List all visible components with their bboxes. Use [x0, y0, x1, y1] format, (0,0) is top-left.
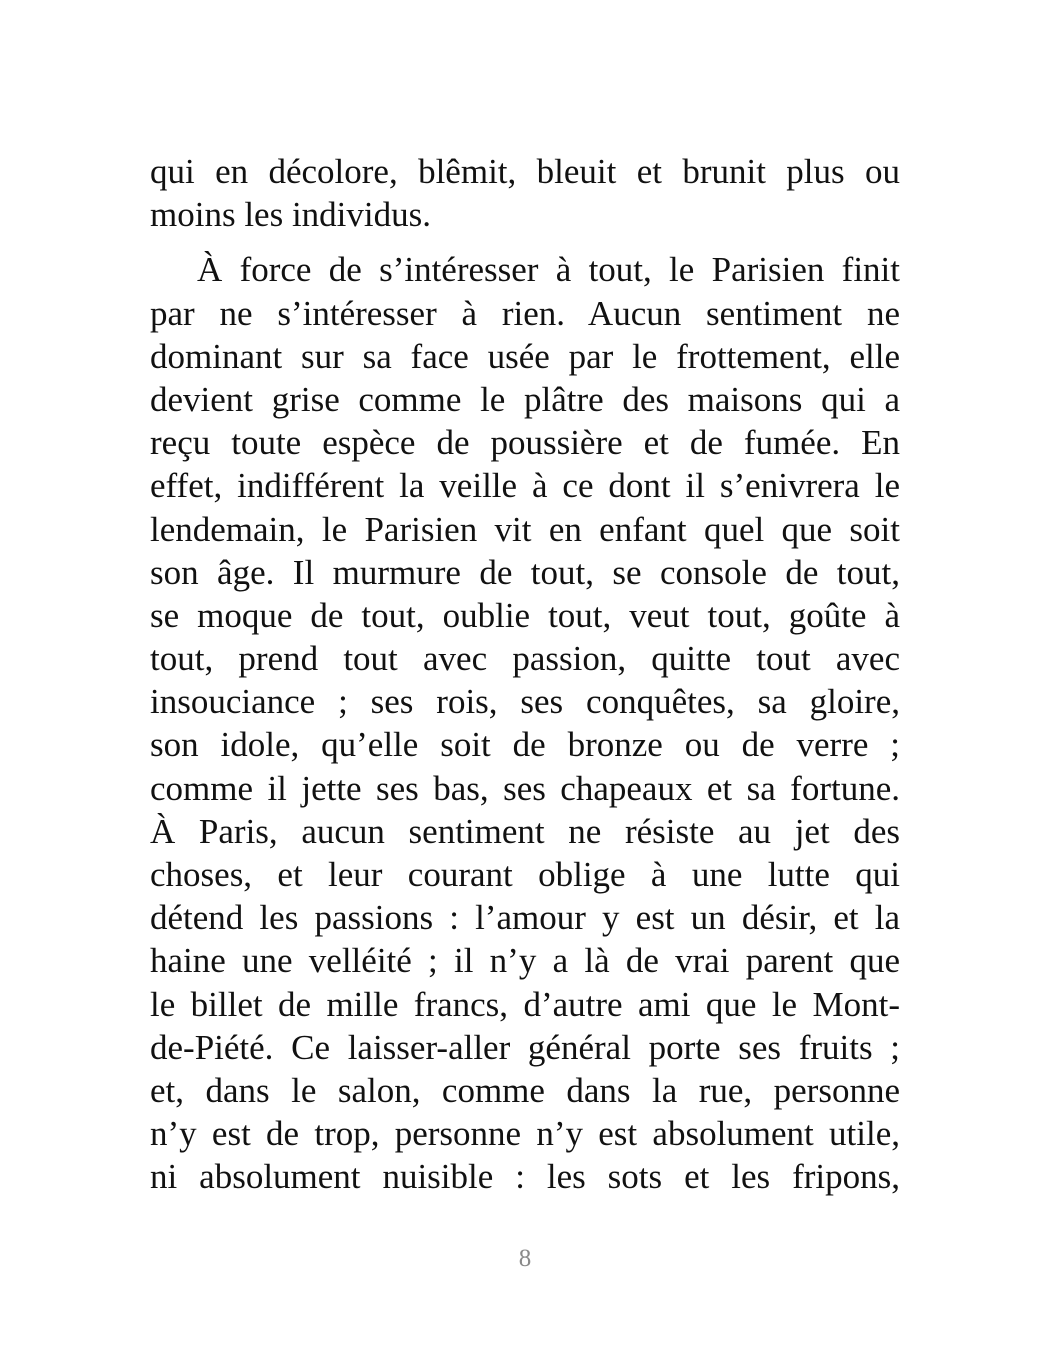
text-line: À force de s’intéresser à tout, le Parisien finit [197, 250, 900, 290]
text-line: lendemain, le Parisien vit en enfant quel que soit [150, 509, 900, 549]
text-line: se moque de tout, oublie tout, veut tout, goûte à [150, 595, 900, 635]
text-line: effet, indifférent la veille à ce dont il s’enivrera le [150, 466, 900, 506]
text-line: haine une velléité ; il n’y a là de vrai parent que [150, 941, 900, 981]
text-line: par ne s’intéresser à rien. Aucun sentiment ne [150, 293, 900, 333]
body-text [150, 150, 900, 1199]
paragraph-gap [150, 236, 900, 248]
text-line: n’y est de trop, personne n’y est absolument utile, [150, 1114, 900, 1154]
text-line: devient grise comme le plâtre des maisons qui a [150, 379, 900, 419]
text-line: reçu toute espèce de poussière et de fumée. En [150, 423, 900, 463]
text-line: qui en décolore, blêmit, bleuit et brunit plus ou [150, 152, 900, 191]
text-line: le billet de mille francs, d’autre ami que le Mont- [150, 984, 900, 1024]
text-line: détend les passions : l’amour y est un désir, et la [150, 898, 900, 938]
text-line: tout, prend tout avec passion, quitte tout avec [150, 639, 900, 679]
paragraph-1 [150, 150, 900, 236]
text-line: moins les individus. [150, 195, 431, 235]
text-line: son idole, qu’elle soit de bronze ou de verre ; [150, 725, 900, 765]
text-line: de-Piété. Ce laisser-aller général porte ses fruits ; [150, 1027, 900, 1067]
text-line: insouciance ; ses rois, ses conquêtes, sa gloire, [150, 682, 900, 722]
text-line: À Paris, aucun sentiment ne résiste au jet des [150, 811, 900, 851]
page-number: 8 [518, 1245, 532, 1272]
text-line: ni absolument nuisible : les sots et les fripons, [150, 1157, 900, 1197]
text-line: et, dans le salon, comme dans la rue, personne [150, 1070, 900, 1110]
text-line: dominant sur sa face usée par le frottement, elle [150, 336, 900, 376]
text-line: choses, et leur courant oblige à une lutte qui [150, 855, 900, 894]
paragraph-2 [150, 248, 900, 1198]
text-line: comme il jette ses bas, ses chapeaux et sa fortune. [150, 768, 900, 808]
text-line: son âge. Il murmure de tout, se console de tout, [150, 552, 900, 592]
